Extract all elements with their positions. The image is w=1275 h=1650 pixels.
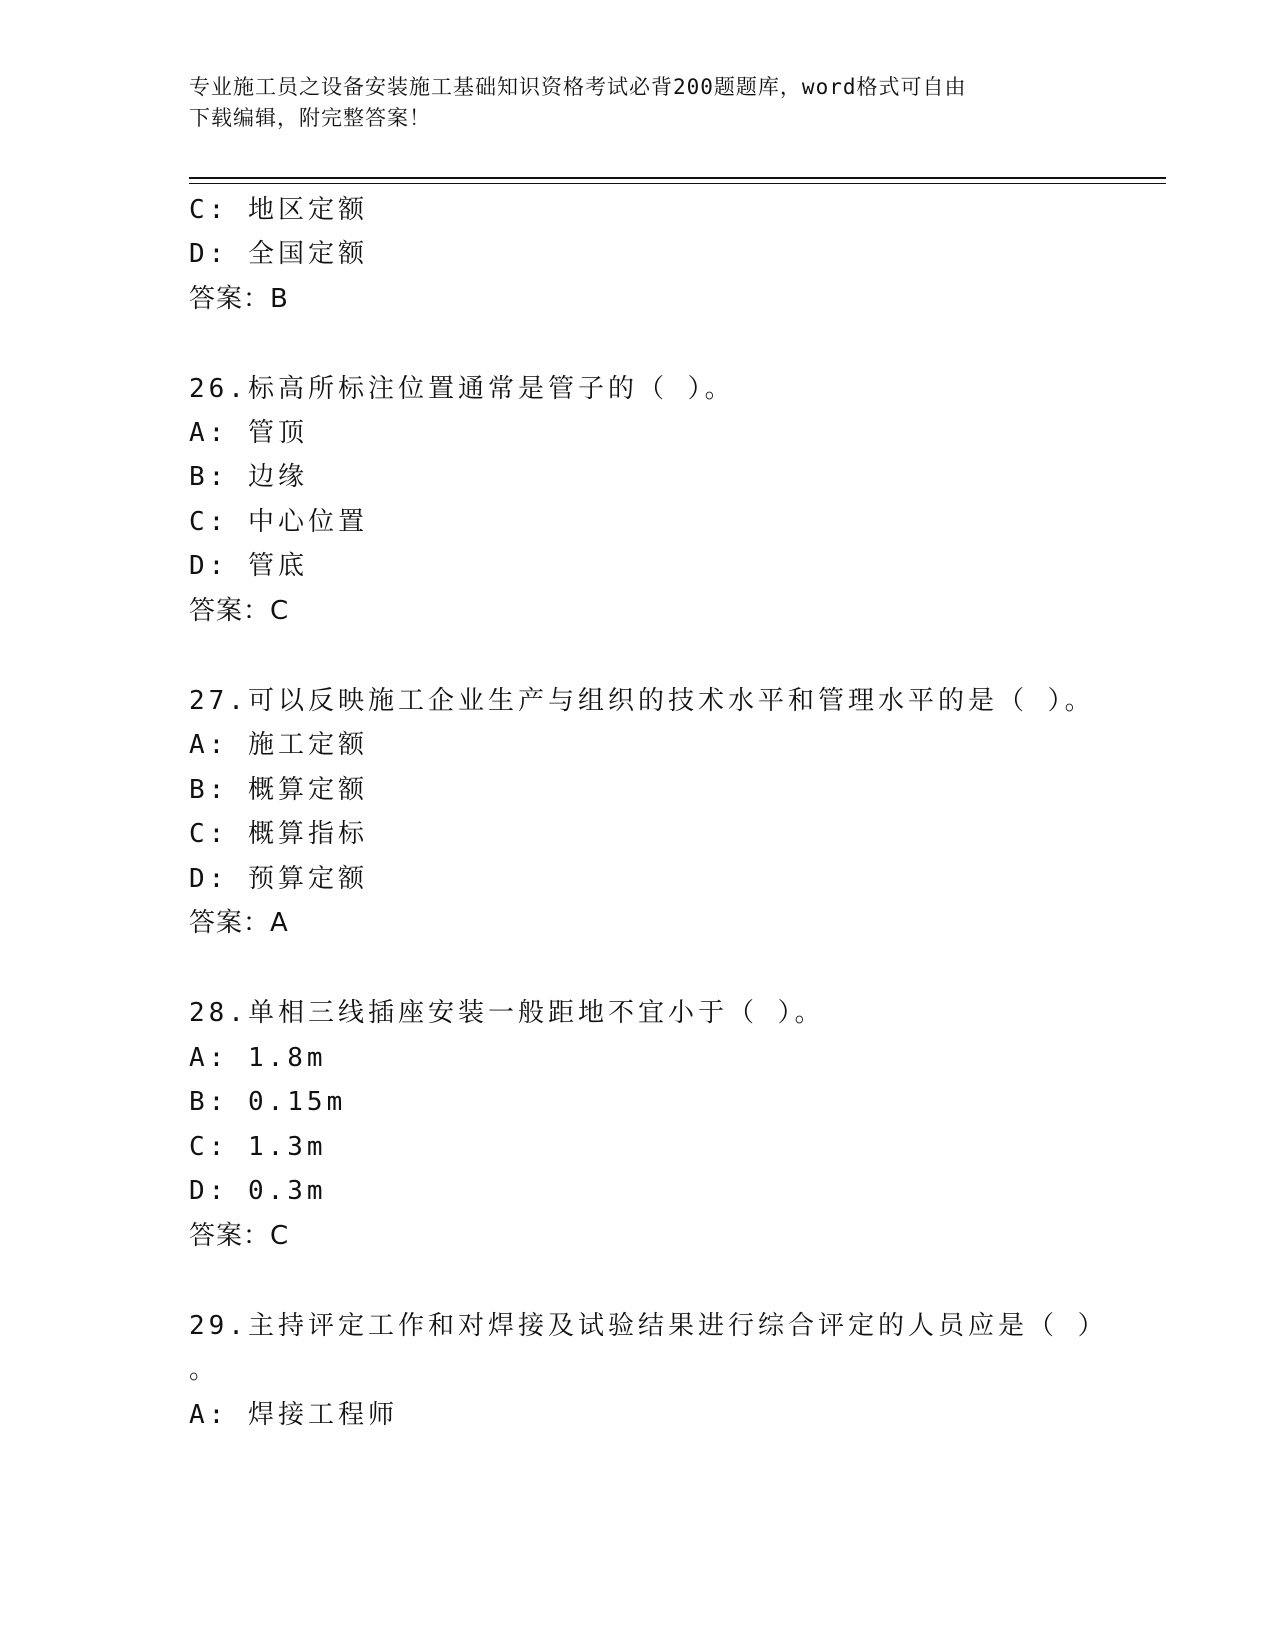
q28-option-d: D: 0.3m [189, 1176, 327, 1206]
q29-stem: 29.主持评定工作和对焊接及试验结果进行综合评定的人员应是（ ） [189, 1311, 1108, 1341]
q27-stem: 27.可以反映施工企业生产与组织的技术水平和管理水平的是（ ）。 [189, 686, 1095, 716]
document-header [189, 72, 1089, 134]
q28-option-c: C: 1.3m [189, 1132, 327, 1162]
q26-option-d: D: 管底 [189, 551, 308, 581]
header-line-2: 下载编辑，附完整答案！ [189, 106, 431, 130]
q26-option-c: C: 中心位置 [189, 507, 368, 537]
q25-answer: 答案：B [189, 284, 289, 314]
q27-option-b: B: 概算定额 [189, 775, 368, 805]
q29-option-a: A: 焊接工程师 [189, 1400, 398, 1430]
header-divider-thick [189, 177, 1166, 179]
q27-option-a: A: 施工定额 [189, 730, 368, 760]
q26-option-a: A: 管顶 [189, 418, 308, 448]
q28-option-b: B: 0.15m [189, 1087, 347, 1117]
q26-stem: 26.标高所标注位置通常是管子的（ ）。 [189, 374, 735, 404]
q25-option-d: D: 全国定额 [189, 239, 368, 269]
q27-option-d: D: 预算定额 [189, 864, 368, 894]
q27-answer: 答案：A [189, 908, 289, 938]
q26-answer: 答案：C [189, 596, 290, 626]
q28-option-a: A: 1.8m [189, 1043, 327, 1073]
q29-stem-continuation: 。 [189, 1355, 220, 1385]
q27-option-c: C: 概算指标 [189, 819, 368, 849]
header-divider-thin [189, 183, 1166, 184]
q28-stem: 28.单相三线插座安装一般距地不宜小于（ ）。 [189, 998, 825, 1028]
q26-option-b: B: 边缘 [189, 462, 308, 492]
q25-option-c: C: 地区定额 [189, 195, 368, 225]
header-line-1: 专业施工员之设备安装施工基础知识资格考试必背200题题库，word格式可自由 [189, 75, 967, 99]
q28-answer: 答案：C [189, 1221, 290, 1251]
